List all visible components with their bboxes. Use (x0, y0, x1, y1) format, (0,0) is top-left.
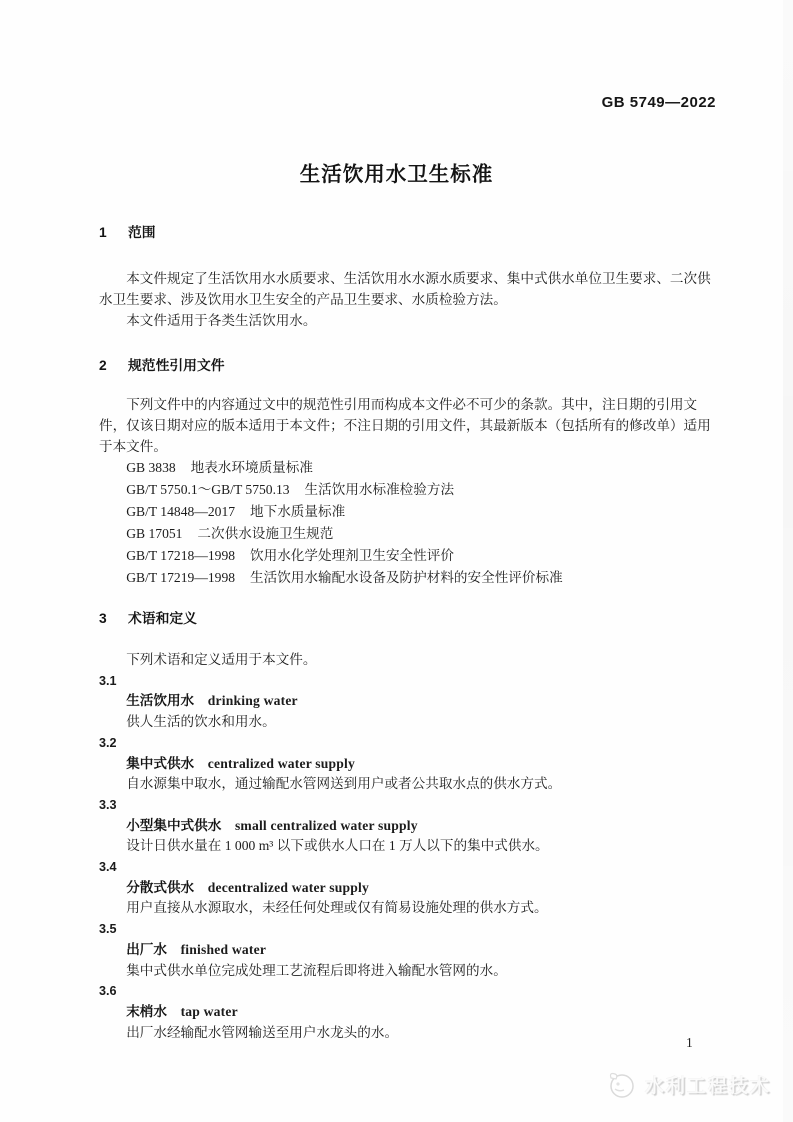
normative-references-list (99, 457, 715, 589)
reference-title: 地下水质量标准 (250, 504, 346, 519)
reference-code: GB/T 5750.1～GB/T 5750.13 (126, 482, 290, 497)
term-block (99, 671, 715, 733)
section-3-title: 术语和定义 (128, 611, 197, 626)
section-1-title: 范围 (128, 225, 156, 240)
term-block (99, 795, 715, 857)
term-zh: 末梢水 (126, 1003, 167, 1019)
section-3-heading (99, 608, 715, 630)
term-heading (99, 940, 715, 961)
reference-item (99, 545, 715, 567)
reference-code: GB/T 14848—2017 (126, 504, 236, 519)
page-title: 生活饮用水卫生标准 (299, 163, 494, 186)
term-definition: 设计日供水量在 1 000 m³ 以下或供水人口在 1 万人以下的集中式供水。 (126, 838, 549, 854)
reference-item (99, 501, 715, 523)
reference-code: GB 3838 (126, 460, 176, 475)
term-number: 3.1 (99, 673, 117, 688)
term-number: 3.6 (99, 984, 117, 999)
page-number: 1 (686, 1035, 693, 1050)
term-definition: 集中式供水单位完成处理工艺流程后即将进入输配水管网的水。 (126, 962, 507, 978)
term-heading (99, 816, 715, 837)
section-2-intro: 下列文件中的内容通过文中的规范性引用而构成本文件必不可少的条款。其中，注日期的引用文件，仅该日期对应的版本适用于本文件；不注日期的引用文件，其最新版本（包括所有的修改单）适用于本文件。 (99, 397, 711, 454)
term-en: centralized water supply (207, 755, 356, 771)
reference-title: 地表水环境质量标准 (190, 460, 313, 475)
reference-item (99, 567, 715, 589)
reference-item (99, 457, 715, 479)
term-heading (99, 691, 715, 712)
term-block (99, 919, 715, 981)
section-1-paragraph-1: 本文件规定了生活饮用水水质要求、生活饮用水水源水质要求、集中式供水单位卫生要求、二次供水卫生要求、涉及饮用水卫生安全的产品卫生要求、水质检验方法。 (99, 271, 711, 307)
reference-code: GB/T 17219—1998 (126, 570, 236, 585)
term-zh: 分散式供水 (126, 879, 195, 895)
term-heading (99, 1002, 715, 1023)
reference-title: 二次供水设施卫生规范 (197, 526, 334, 541)
document-body (99, 222, 715, 1043)
reference-title: 生活饮用水标准检验方法 (304, 482, 455, 497)
term-definition: 用户直接从水源取水，未经任何处理或仅有简易设施处理的供水方式。 (126, 900, 548, 916)
term-zh: 集中式供水 (126, 755, 195, 771)
term-zh: 小型集中式供水 (126, 817, 222, 833)
term-block (99, 733, 715, 795)
section-1-number: 1 (99, 225, 107, 240)
term-zh: 生活饮用水 (126, 693, 195, 709)
terms-and-definitions (99, 650, 715, 1043)
reference-item (99, 523, 715, 545)
term-zh: 出厂水 (126, 941, 167, 957)
reference-code: GB 17051 (126, 526, 183, 541)
section-3-number: 3 (99, 611, 107, 626)
term-block (99, 981, 715, 1043)
term-number: 3.4 (99, 860, 117, 875)
watermark-text: 水利工程技术 (644, 1075, 771, 1097)
term-en: decentralized water supply (207, 879, 370, 895)
section-3-intro: 下列术语和定义适用于本文件。 (126, 652, 317, 667)
term-definition: 供人生活的饮水和用水。 (126, 714, 276, 730)
term-definition: 出厂水经输配水管网输送至用户水龙头的水。 (126, 1024, 399, 1040)
doc-code: GB 5749—2022 (601, 94, 716, 111)
term-en: finished water (180, 941, 267, 957)
reference-title: 生活饮用水输配水设备及防护材料的安全性评价标准 (250, 570, 563, 585)
term-en: small centralized water supply (234, 817, 418, 833)
term-heading (99, 754, 715, 775)
term-definition: 自水源集中取水，通过输配水管网送到用户或者公共取水点的供水方式。 (126, 776, 562, 792)
reference-item (99, 479, 715, 501)
term-number: 3.5 (99, 922, 117, 937)
section-2-heading (99, 355, 715, 377)
section-1-paragraph-2: 本文件适用于各类生活饮用水。 (126, 313, 317, 328)
publisher-watermark (605, 1068, 771, 1100)
watermark-logo-icon (605, 1068, 637, 1100)
section-1-heading (99, 222, 715, 244)
reference-code: GB/T 17218—1998 (126, 548, 236, 563)
term-heading (99, 878, 715, 899)
term-number: 3.2 (99, 735, 117, 750)
term-number: 3.3 (99, 797, 117, 812)
term-en: tap water (180, 1003, 238, 1019)
section-2-title: 规范性引用文件 (128, 358, 225, 373)
term-en: drinking water (207, 693, 298, 709)
term-block (99, 857, 715, 919)
section-2-number: 2 (99, 358, 107, 373)
reference-title: 饮用水化学处理剂卫生安全性评价 (250, 548, 454, 563)
